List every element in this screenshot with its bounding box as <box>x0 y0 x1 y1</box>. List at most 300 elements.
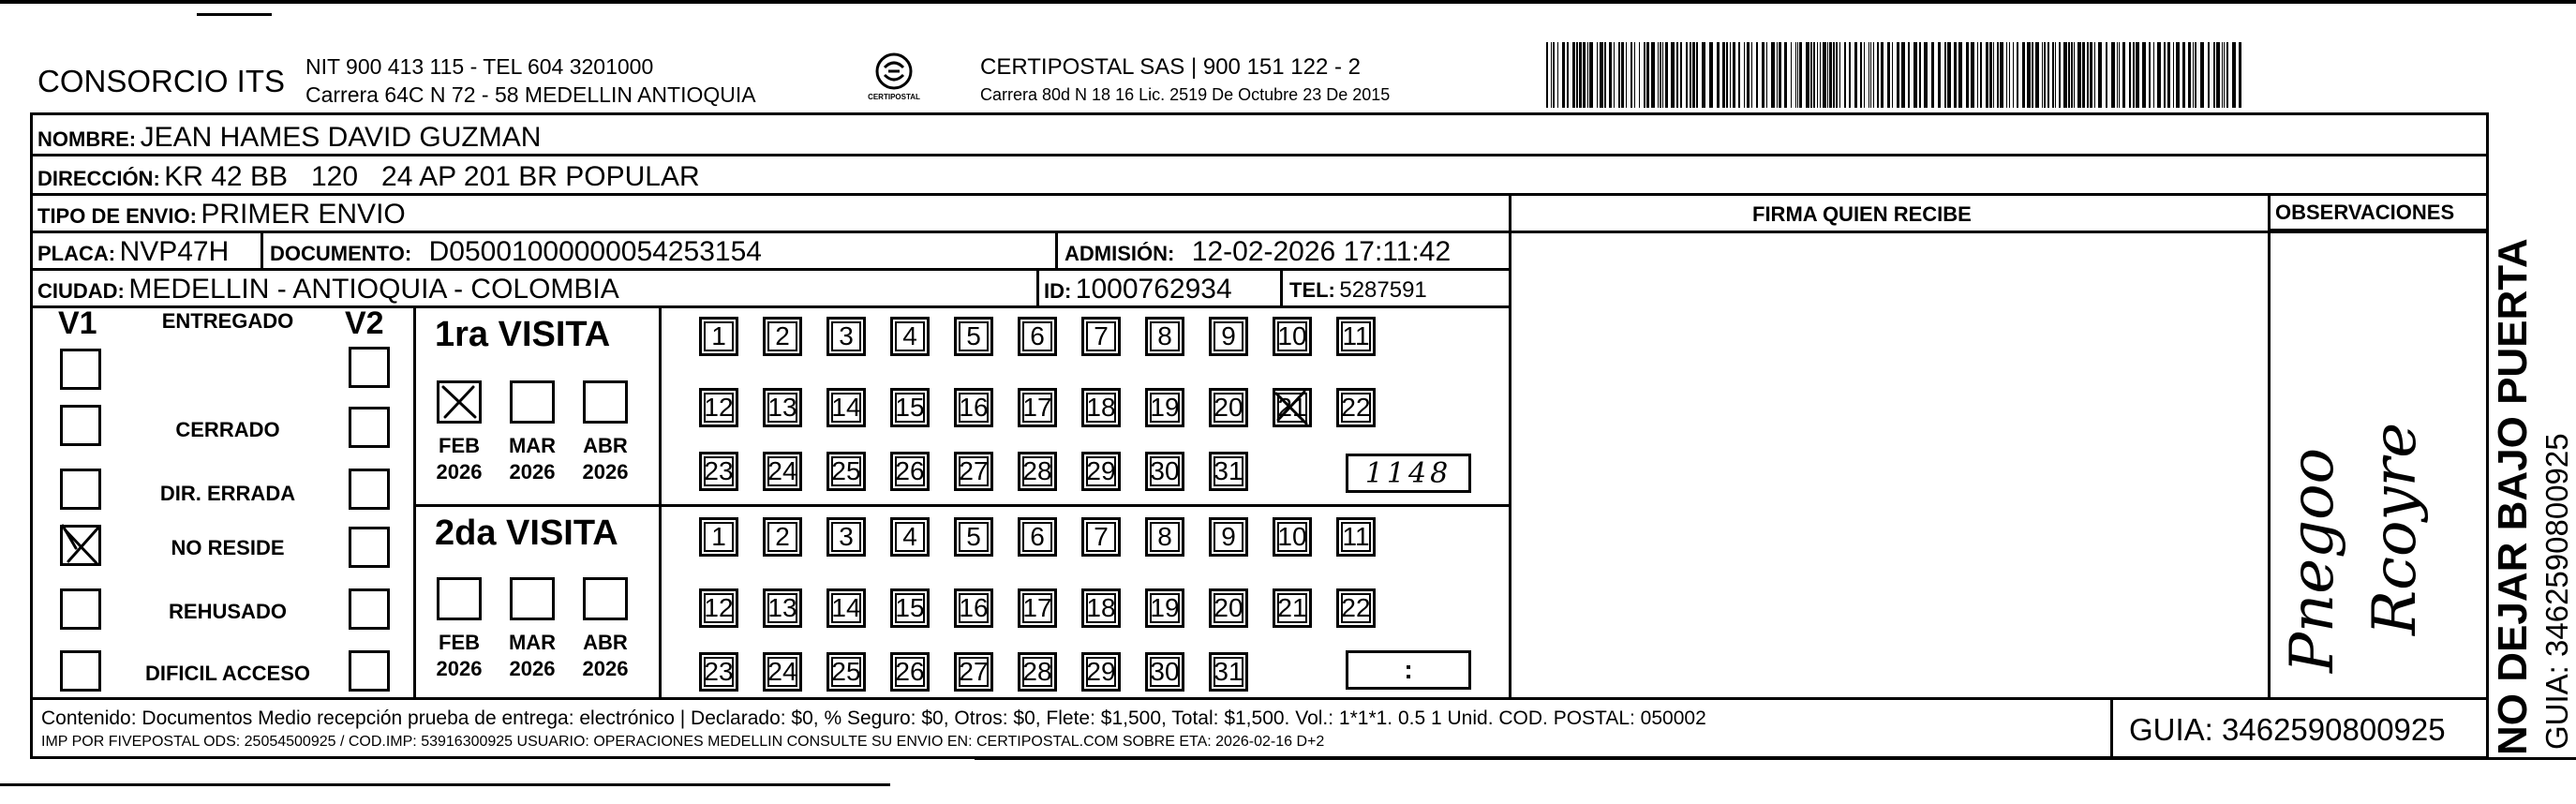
barcode-bar <box>1579 42 1582 108</box>
admision-value: 12-02-2026 17:11:42 <box>1191 236 1452 267</box>
option-cerrado: CERRADO <box>175 418 280 441</box>
second-visit-day-label: 25 <box>831 657 861 686</box>
second-visit-day-16[interactable] <box>954 588 993 628</box>
barcode-bar <box>1892 42 1893 108</box>
second-visit-day-label: 27 <box>959 657 989 686</box>
first-visit-day-29[interactable] <box>1081 452 1121 491</box>
barcode-bar <box>2119 42 2120 108</box>
first-visit-day-label: 10 <box>1277 321 1307 350</box>
first-visit-day-12[interactable] <box>699 388 738 427</box>
footer-imp: IMP POR FIVEPOSTAL ODS: 25054500925 / COD.IMP: 53916300925 USUARIO: OPERACIONES MEDELLIN CONSULTE SU ENVIO EN: CERTIPOSTAL.COM SOBRE ETA: 2026-02-16 D+2 <box>41 734 1325 750</box>
second-visit-day-14[interactable] <box>826 588 866 628</box>
barcode-bar <box>1583 42 1586 108</box>
barcode-bar <box>2087 42 2089 108</box>
second-visit-day-12[interactable] <box>699 588 738 628</box>
barcode-bar <box>1877 42 1879 108</box>
barcode-bar <box>1646 42 1649 108</box>
second-visit-day-22[interactable] <box>1336 588 1376 628</box>
first-visit-day-17[interactable] <box>1018 388 1057 427</box>
placa-value: NVP47H <box>119 236 230 267</box>
first-visit-day-label: 5 <box>966 321 981 350</box>
barcode-bar <box>1813 42 1815 108</box>
first-visit-day-label: 28 <box>1022 456 1052 485</box>
first-visit-day-label: 30 <box>1150 456 1180 485</box>
barcode-bar <box>2042 42 2043 108</box>
barcode-bar <box>1662 42 1663 108</box>
barcode-bar <box>1751 42 1752 108</box>
first-visit-day-31[interactable] <box>1209 452 1248 491</box>
second-visit-day-21[interactable] <box>1273 588 1312 628</box>
barcode-bar <box>2188 42 2191 108</box>
barcode-bar <box>2098 42 2102 108</box>
first-visit-day-1[interactable] <box>699 317 738 356</box>
first-visit-day-8[interactable] <box>1145 317 1184 356</box>
first-visit-day-label: 17 <box>1022 393 1052 422</box>
handwritten-x-icon <box>439 383 479 421</box>
barcode-bar <box>1639 42 1640 108</box>
documento-value: D05001000000054253154 <box>428 236 762 267</box>
barcode-bar <box>1546 42 1548 108</box>
direccion-field <box>37 163 700 191</box>
first-visit-day-label: 2 <box>775 321 790 350</box>
barcode-bar <box>2136 42 2139 108</box>
first-visit-day-label: 4 <box>902 321 917 350</box>
first-visit-month-feb-box[interactable] <box>437 380 482 424</box>
second-visit-day-27[interactable] <box>954 652 993 692</box>
barcode-bar <box>1820 42 1821 108</box>
second-visit-day-label: 11 <box>1342 522 1370 551</box>
second-visit-day-label: 5 <box>966 522 981 551</box>
barcode-bar <box>1958 42 1962 108</box>
barcode-bar <box>1989 42 1992 108</box>
barcode-bar <box>1771 42 1775 108</box>
second-visit-day-label: 21 <box>1277 593 1307 622</box>
first-visit-day-5[interactable] <box>954 317 993 356</box>
barcode-bar <box>1823 42 1826 108</box>
first-visit-day-label: 24 <box>767 456 797 485</box>
first-visit-day-24[interactable] <box>763 452 802 491</box>
second-visit-day-label: 31 <box>1214 657 1243 686</box>
barcode-bar <box>2226 42 2228 108</box>
first-visit-day-9[interactable] <box>1209 317 1248 356</box>
nombre-label: NOMBRE: <box>37 127 137 151</box>
barcode-bar <box>1665 42 1668 108</box>
company-nit-tel: NIT 900 413 115 - TEL 604 3201000 <box>305 54 654 79</box>
barcode-bar <box>1977 42 1978 108</box>
tel-field <box>1289 279 1427 302</box>
v1-label: V1 <box>58 305 97 341</box>
barcode-bar <box>1557 42 1558 108</box>
v1-checkbox-dir-errada[interactable] <box>60 469 101 510</box>
barcode-bar <box>2009 42 2010 108</box>
barcode-bar <box>2082 42 2085 108</box>
logo-caption: CERTIPOSTAL <box>868 93 920 101</box>
barcode-bar <box>1696 42 1698 108</box>
barcode-bar <box>1971 42 1974 108</box>
second-visit-day-label: 16 <box>959 593 989 622</box>
barcode-bar <box>1791 42 1792 108</box>
barcode-bar <box>2017 42 2018 108</box>
v1-checkbox-rehusado[interactable] <box>60 588 101 630</box>
second-visit-day-4[interactable] <box>890 517 930 557</box>
barcode-bar <box>1680 42 1682 108</box>
first-visit-day-label: 13 <box>767 393 797 422</box>
id-field <box>1044 275 1232 304</box>
barcode-bar <box>1762 42 1764 108</box>
first-visit-time-box[interactable] <box>1346 454 1471 493</box>
second-visit-day-label: 30 <box>1150 657 1180 686</box>
barcode-bar <box>2052 42 2054 108</box>
barcode-bar <box>2176 42 2180 108</box>
placa-label: PLACA: <box>37 242 116 265</box>
barcode-bar <box>2059 42 2061 108</box>
first-visit-day-4[interactable] <box>890 317 930 356</box>
barcode-bar <box>2013 42 2014 108</box>
v2-label: V2 <box>345 305 384 341</box>
first-visit-day-20[interactable] <box>1209 388 1248 427</box>
second-visit-day-label: 3 <box>839 522 854 551</box>
admision-label: ADMISIÓN: <box>1065 242 1175 265</box>
certipostal-line2: Carrera 80d N 18 16 Lic. 2519 De Octubre 23 De 2015 <box>980 85 1391 104</box>
first-visit-day-3[interactable] <box>826 317 866 356</box>
barcode-bar <box>1966 42 1969 108</box>
second-visit-day-15[interactable] <box>890 588 930 628</box>
barcode-bar <box>1609 42 1612 108</box>
v2-checkbox-dir-errada[interactable] <box>349 469 390 510</box>
barcode-bar <box>2071 42 2073 108</box>
barcode-bar <box>1997 42 1999 108</box>
barcode-bar <box>2164 42 2166 108</box>
second-visit-day-label: 28 <box>1022 657 1052 686</box>
barcode-bar <box>1777 42 1778 108</box>
barcode-bar <box>1827 42 1828 108</box>
option-dificil-acceso: DIFICIL ACCESO <box>144 662 310 685</box>
second-visit-month-abr-box[interactable] <box>583 577 628 620</box>
second-visit-day-2[interactable] <box>763 517 802 557</box>
firma-header: FIRMA QUIEN RECIBE <box>1752 202 1972 226</box>
second-visit-day-19[interactable] <box>1145 588 1184 628</box>
v2-checkbox-cerrado[interactable] <box>349 407 390 448</box>
barcode-bar <box>1553 42 1555 108</box>
second-visit-day-24[interactable] <box>763 652 802 692</box>
first-visit-day-label: 31 <box>1214 456 1243 485</box>
v2-checkbox-rehusado[interactable] <box>349 588 390 630</box>
barcode-bar <box>1692 42 1695 108</box>
tipo-envio-field <box>37 201 406 229</box>
second-visit-day-label: 13 <box>767 593 797 622</box>
second-visit-day-label: 17 <box>1022 593 1052 622</box>
barcode-bar <box>2200 42 2204 108</box>
first-visit-day-28[interactable] <box>1018 452 1057 491</box>
second-visit-day-6[interactable] <box>1018 517 1057 557</box>
first-visit-day-13[interactable] <box>763 388 802 427</box>
second-visit-day-label: 7 <box>1094 522 1109 551</box>
barcode-bar <box>1717 42 1720 108</box>
option-dir-errada: DIR. ERRADA <box>159 482 296 505</box>
first-visit-day-label: 21 <box>1277 393 1307 422</box>
second-visit-day-label: 10 <box>1277 522 1307 551</box>
barcode-bar <box>2032 42 2033 108</box>
barcode-bar <box>2022 42 2025 108</box>
v2-checkbox-dificil-acceso[interactable] <box>349 650 390 692</box>
second-visit-month-feb-box[interactable] <box>437 577 482 620</box>
barcode-bar <box>2193 42 2194 108</box>
first-visit-month-mar-label: MAR 2026 <box>508 434 557 484</box>
first-visit-day-22[interactable] <box>1336 388 1376 427</box>
barcode-bar <box>1944 42 1946 108</box>
barcode-bar <box>1597 42 1598 108</box>
scan-edge-top <box>0 0 2576 4</box>
first-visit-day-label: 3 <box>839 321 854 350</box>
barcode-bar <box>1658 42 1659 108</box>
scan-mark <box>197 13 272 16</box>
company-name: CONSORCIO ITS <box>37 64 286 98</box>
barcode-bar <box>1901 42 1905 108</box>
barcode-bar <box>2006 42 2007 108</box>
first-visit-day-11[interactable] <box>1336 317 1376 356</box>
barcode-bar <box>2106 42 2107 108</box>
barcode-bar <box>2173 42 2174 108</box>
barcode-bar <box>2094 42 2095 108</box>
second-visit-day-7[interactable] <box>1081 517 1121 557</box>
v1-checkbox-cerrado[interactable] <box>60 405 101 446</box>
barcode-bar <box>1844 42 1846 108</box>
second-visit-day-20[interactable] <box>1209 588 1248 628</box>
barcode-bar <box>2216 42 2220 108</box>
option-entregado: ENTREGADO <box>161 309 294 333</box>
second-visit-day-18[interactable] <box>1081 588 1121 628</box>
first-visit-day-16[interactable] <box>954 388 993 427</box>
barcode-bar <box>2074 42 2075 108</box>
option-no-reside: NO RESIDE <box>171 536 285 559</box>
first-visit-day-15[interactable] <box>890 388 930 427</box>
barcode-bar <box>2224 42 2225 108</box>
first-visit-day-label: 27 <box>959 456 989 485</box>
barcode-bar <box>2000 42 2003 108</box>
tel-value: 5287591 <box>1339 277 1427 303</box>
v1-checkbox-entregado[interactable] <box>60 349 101 390</box>
v2-checkbox-no-reside[interactable] <box>349 527 390 568</box>
first-visit-day-label: 22 <box>1341 393 1371 422</box>
barcode-bar <box>1589 42 1593 108</box>
second-visit-day-label: 22 <box>1341 593 1371 622</box>
barcode-bar <box>2167 42 2170 108</box>
barcode-bar <box>2090 42 2092 108</box>
first-visit-month-abr-label: ABR 2026 <box>582 434 629 484</box>
barcode-bar <box>1626 42 1627 108</box>
first-visit-title: 1ra VISITA <box>435 315 611 354</box>
second-visit-day-1[interactable] <box>699 517 738 557</box>
v1-checkbox-dificil-acceso[interactable] <box>60 650 101 692</box>
barcode-bar <box>1730 42 1731 108</box>
barcode-bar <box>1913 42 1917 108</box>
barcode-bar <box>2044 42 2046 108</box>
second-visit-month-mar-box[interactable] <box>510 577 555 620</box>
barcode-bar <box>2077 42 2081 108</box>
second-visit-day-10[interactable] <box>1273 517 1312 557</box>
tipo-envio-label: TIPO DE ENVIO: <box>37 204 197 228</box>
second-visit-day-13[interactable] <box>763 588 802 628</box>
tipo-envio-value: PRIMER ENVIO <box>201 199 406 230</box>
footer-contenido: Contenido: Documentos Medio recepción prueba de entrega: electrónico | Declarado: $0, % Seguro: $0, Otros: $0, Flete: $1,500, Total: $1,500. Vol.: 1*1*1. 0.5 1 Unid. COD. POSTAL: 050002 <box>41 707 1706 729</box>
second-visit-day-8[interactable] <box>1145 517 1184 557</box>
second-visit-day-11[interactable] <box>1336 517 1376 557</box>
barcode-bar <box>1980 42 1982 108</box>
barcode-bar <box>2117 42 2118 108</box>
barcode-bar <box>1634 42 1635 108</box>
first-visit-time-handwriting: 1148 <box>1364 456 1452 490</box>
barcode-bar <box>2063 42 2067 108</box>
first-visit-day-23[interactable] <box>699 452 738 491</box>
barcode-bar <box>2149 42 2151 108</box>
handwritten-x-icon <box>1273 388 1312 427</box>
scan-mark <box>0 783 890 786</box>
v1-checkbox-no-reside[interactable] <box>60 525 101 566</box>
barcode-bar <box>1887 42 1890 108</box>
first-visit-day-label: 6 <box>1030 321 1045 350</box>
second-visit-day-5[interactable] <box>954 517 993 557</box>
first-visit-day-label: 23 <box>704 456 734 485</box>
barcode-bar <box>1897 42 1899 108</box>
second-visit-day-label: 8 <box>1157 522 1172 551</box>
first-visit-day-7[interactable] <box>1081 317 1121 356</box>
first-visit-day-30[interactable] <box>1145 452 1184 491</box>
first-visit-day-label: 1 <box>711 321 726 350</box>
barcode-bar <box>1618 42 1620 108</box>
barcode-bar <box>2239 42 2241 108</box>
barcode-bar <box>1726 42 1728 108</box>
barcode-bar <box>2208 42 2210 108</box>
second-visit-day-label: 14 <box>831 593 861 622</box>
v2-checkbox-entregado[interactable] <box>349 347 390 388</box>
second-visit-day-label: 18 <box>1086 593 1116 622</box>
barcode-bar <box>2133 42 2135 108</box>
first-visit-day-label: 16 <box>959 393 989 422</box>
first-visit-day-label: 7 <box>1094 321 1109 350</box>
barcode-bar <box>1671 42 1675 108</box>
second-visit-day-label: 20 <box>1214 593 1243 622</box>
nombre-field <box>37 124 541 152</box>
barcode-bar <box>2213 42 2215 108</box>
barcode-bar <box>1860 42 1862 108</box>
barcode-bar <box>2122 42 2125 108</box>
placa-field <box>37 238 229 266</box>
first-visit-day-19[interactable] <box>1145 388 1184 427</box>
barcode-bar <box>1938 42 1941 108</box>
barcode-bar <box>1954 42 1957 108</box>
barcode-bar <box>2055 42 2056 108</box>
first-visit-day-27[interactable] <box>954 452 993 491</box>
first-visit-month-mar-box[interactable] <box>510 380 555 424</box>
barcode-bar <box>2157 42 2161 108</box>
barcode-bar <box>2232 42 2236 108</box>
second-visit-day-9[interactable] <box>1209 517 1248 557</box>
second-visit-day-30[interactable] <box>1145 652 1184 692</box>
barcode-bar <box>2111 42 2115 108</box>
barcode-bar <box>1836 42 1838 108</box>
barcode-bar <box>1864 42 1865 108</box>
second-visit-day-label: 23 <box>704 657 734 686</box>
first-visit-day-6[interactable] <box>1018 317 1057 356</box>
footer-guia: GUIA: 3462590800925 <box>2129 712 2446 747</box>
second-visit-day-31[interactable] <box>1209 652 1248 692</box>
first-visit-day-18[interactable] <box>1081 388 1121 427</box>
second-visit-day-label: 24 <box>767 657 797 686</box>
barcode-bar <box>1572 42 1575 108</box>
option-rehusado: REHUSADO <box>169 600 287 623</box>
first-visit-day-label: 8 <box>1157 321 1172 350</box>
observaciones-area[interactable] <box>2271 232 2453 695</box>
barcode-bar <box>1839 42 1840 108</box>
barcode-bar <box>1747 42 1750 108</box>
second-visit-day-25[interactable] <box>826 652 866 692</box>
first-visit-day-2[interactable] <box>763 317 802 356</box>
barcode-bar <box>1676 42 1678 108</box>
observaciones-header: OBSERVACIONES <box>2275 201 2455 224</box>
second-visit-day-28[interactable] <box>1018 652 1057 692</box>
first-visit-month-abr-box[interactable] <box>583 380 628 424</box>
barcode-bar <box>1854 42 1857 108</box>
barcode <box>1546 42 2244 108</box>
first-visit-day-label: 26 <box>895 456 925 485</box>
first-visit-day-label: 11 <box>1342 321 1370 350</box>
second-visit-day-label: 9 <box>1221 522 1236 551</box>
barcode-bar <box>1604 42 1606 108</box>
first-visit-day-10[interactable] <box>1273 317 1312 356</box>
barcode-bar <box>1919 42 1921 108</box>
barcode-bar <box>1766 42 1767 108</box>
barcode-bar <box>1833 42 1835 108</box>
side-guia: GUIA: 3462590800925 <box>2539 433 2574 750</box>
first-visit-day-26[interactable] <box>890 452 930 491</box>
barcode-bar <box>1651 42 1655 108</box>
first-visit-day-14[interactable] <box>826 388 866 427</box>
ciudad-field <box>37 275 619 304</box>
first-visit-day-label: 25 <box>831 456 861 485</box>
barcode-bar <box>1806 42 1809 108</box>
barcode-bar <box>1756 42 1758 108</box>
second-visit-time-box[interactable] <box>1346 650 1471 690</box>
barcode-bar <box>1587 42 1588 108</box>
second-visit-day-23[interactable] <box>699 652 738 692</box>
first-visit-day-label: 14 <box>831 393 861 422</box>
barcode-bar <box>1690 42 1691 108</box>
barcode-bar <box>1702 42 1705 108</box>
first-visit-day-label: 19 <box>1150 393 1180 422</box>
second-visit-day-26[interactable] <box>890 652 930 692</box>
direccion-label: DIRECCIÓN: <box>37 167 160 190</box>
first-visit-day-label: 15 <box>895 393 925 422</box>
second-visit-day-29[interactable] <box>1081 652 1121 692</box>
second-visit-day-17[interactable] <box>1018 588 1057 628</box>
barcode-bar <box>2195 42 2196 108</box>
first-visit-day-21[interactable] <box>1273 388 1312 427</box>
first-visit-day-label: 18 <box>1086 393 1116 422</box>
barcode-bar <box>2027 42 2031 108</box>
tel-label: TEL: <box>1289 278 1335 302</box>
first-visit-day-label: 9 <box>1221 321 1236 350</box>
barcode-bar <box>1931 42 1934 108</box>
second-visit-day-3[interactable] <box>826 517 866 557</box>
barcode-bar <box>1738 42 1740 108</box>
first-visit-day-25[interactable] <box>826 452 866 491</box>
barcode-bar <box>1576 42 1578 108</box>
signature-area[interactable] <box>1512 232 2266 695</box>
handwritten-check-icon <box>57 520 106 569</box>
side-warning: NO DEJAR BAJO PUERTA <box>2490 238 2536 755</box>
barcode-bar <box>2182 42 2185 108</box>
barcode-bar <box>1829 42 1832 108</box>
